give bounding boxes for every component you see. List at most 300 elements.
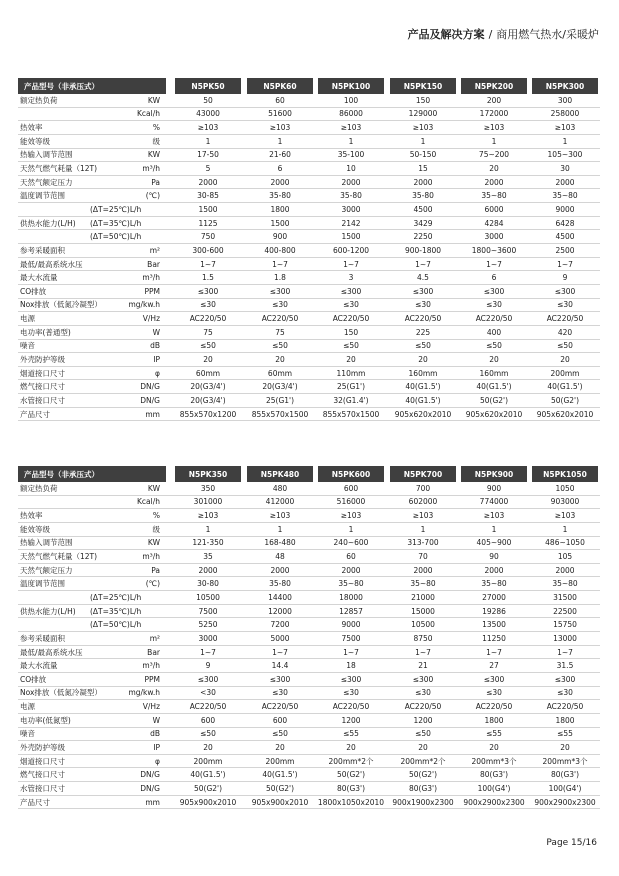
- row-label: 电功率(普通型): [20, 327, 71, 337]
- row-label: Nox排放（低氮冷凝型）: [20, 688, 102, 698]
- value-cell: 9: [205, 661, 211, 671]
- header-label: 产品型号（非承压式）: [18, 466, 166, 482]
- value-cell: 4284: [484, 218, 504, 228]
- value-cell: 200: [486, 95, 502, 105]
- table-row: [18, 700, 600, 714]
- value-cell: AC220/50: [546, 314, 584, 324]
- row-sublabel: (ΔT=35℃)L/h: [90, 218, 142, 228]
- value-cell: ≤50: [200, 729, 216, 739]
- value-cell: 50(G2'): [265, 783, 295, 793]
- row-unit: KW: [147, 95, 160, 105]
- value-cell: ≤30: [486, 300, 502, 310]
- table-row: [18, 509, 600, 523]
- row-unit: W: [152, 715, 160, 725]
- value-cell: ≥103: [412, 511, 434, 521]
- row-label: 温度调节范围: [20, 191, 65, 201]
- value-cell: 30-85: [197, 191, 219, 201]
- value-cell: 1~7: [272, 259, 288, 269]
- value-cell: AC220/50: [261, 314, 299, 324]
- row-unit: Bar: [147, 647, 160, 657]
- value-cell: 1800x1050x2010: [317, 797, 385, 807]
- row-label: 参考采暖面积: [20, 245, 65, 255]
- row-unit: KW: [147, 483, 160, 493]
- value-cell: 1200: [341, 715, 361, 725]
- row-unit: %: [152, 123, 160, 133]
- value-cell: 20(G3/4'): [190, 382, 226, 392]
- value-cell: 900: [272, 232, 288, 242]
- value-cell: ≤50: [200, 341, 216, 351]
- value-cell: 35~80: [552, 579, 578, 589]
- value-cell: 1~7: [415, 259, 431, 269]
- value-cell: 11250: [482, 633, 506, 643]
- value-cell: 200mm*3个: [542, 756, 588, 766]
- value-cell: 40(G1.5'): [476, 382, 512, 392]
- table-row: [18, 312, 600, 326]
- value-cell: 9000: [341, 620, 361, 630]
- value-cell: 2000: [484, 177, 504, 187]
- value-cell: 300: [557, 95, 573, 105]
- value-cell: 300-600: [192, 245, 224, 255]
- table-row: [18, 162, 600, 176]
- value-cell: ≥103: [340, 511, 362, 521]
- value-cell: ≤55: [486, 729, 502, 739]
- table-row: [18, 714, 600, 728]
- value-cell: 35~80: [338, 579, 364, 589]
- table-row: [18, 244, 600, 258]
- value-cell: 3429: [413, 218, 433, 228]
- value-cell: 1500: [341, 232, 361, 242]
- value-cell: ≥103: [340, 123, 362, 133]
- table-row: [18, 537, 600, 551]
- row-unit: m³/h: [142, 164, 160, 174]
- row-unit: (℃): [145, 579, 160, 589]
- value-cell: 20: [489, 742, 499, 752]
- header-title: 产品及解决方案: [407, 28, 485, 41]
- value-cell: 105~300: [547, 150, 583, 160]
- value-cell: AC220/50: [332, 314, 370, 324]
- table-row: [18, 121, 600, 135]
- value-cell: 903000: [550, 497, 580, 507]
- value-cell: 774000: [479, 497, 509, 507]
- value-cell: ≤300: [554, 286, 576, 296]
- table-row: [18, 768, 600, 782]
- value-cell: 20: [346, 354, 356, 364]
- value-cell: 80(G3'): [408, 783, 438, 793]
- table-row: [18, 482, 600, 496]
- value-cell: ≤50: [486, 341, 502, 351]
- row-label: 热输入调节范围: [20, 538, 73, 548]
- row-label: 噪音: [20, 729, 35, 739]
- value-cell: ≤50: [272, 341, 288, 351]
- value-cell: AC220/50: [261, 702, 299, 712]
- value-cell: 2000: [270, 565, 290, 575]
- table-row: [18, 564, 600, 578]
- value-cell: 40(G1.5'): [262, 770, 298, 780]
- value-cell: ≤55: [343, 729, 359, 739]
- value-cell: ≤50: [272, 729, 288, 739]
- row-label: 热效率: [20, 123, 43, 133]
- row-unit: 级: [152, 524, 160, 534]
- row-unit: dB: [150, 341, 160, 351]
- value-cell: 516000: [336, 497, 366, 507]
- row-unit: DN/G: [140, 770, 160, 780]
- table-row: [18, 394, 600, 408]
- value-cell: 301000: [193, 497, 223, 507]
- value-cell: 1: [348, 524, 354, 534]
- row-label: 电功率(低氮型): [20, 715, 71, 725]
- row-unit: IP: [153, 354, 160, 364]
- value-cell: 35~80: [410, 579, 436, 589]
- row-unit: mm: [145, 409, 160, 419]
- value-cell: 27: [489, 661, 499, 671]
- row-label: Nox排放（低氮冷凝型）: [20, 300, 102, 310]
- value-cell: 600: [200, 715, 216, 725]
- value-cell: 200mm*2个: [328, 756, 374, 766]
- row-label: 温度调节范围: [20, 579, 65, 589]
- row-unit: m²: [149, 633, 160, 643]
- value-cell: 20: [203, 354, 213, 364]
- value-cell: 15: [418, 164, 428, 174]
- row-unit: φ: [155, 756, 160, 766]
- value-cell: 412000: [265, 497, 295, 507]
- value-cell: 2000: [555, 565, 575, 575]
- table-header-row: [18, 78, 600, 94]
- row-label: 产品尺寸: [20, 797, 50, 807]
- value-cell: 40(G1.5'): [405, 395, 441, 405]
- row-unit: IP: [153, 742, 160, 752]
- table-row: [18, 203, 600, 217]
- row-unit: V/Hz: [142, 702, 160, 712]
- value-cell: ≤300: [412, 286, 434, 296]
- value-cell: 7500: [341, 633, 361, 643]
- value-cell: ≤30: [557, 688, 573, 698]
- value-cell: 7500: [198, 606, 218, 616]
- value-cell: 1.5: [202, 273, 214, 283]
- row-sublabel: (ΔT=50℃)L/h: [90, 620, 142, 630]
- value-cell: 35-80: [412, 191, 434, 201]
- value-cell: ≤300: [483, 286, 505, 296]
- value-cell: 1~7: [486, 647, 502, 657]
- value-cell: 14.4: [271, 661, 289, 671]
- value-cell: 60: [346, 552, 356, 562]
- table-row: [18, 577, 600, 591]
- value-cell: 31500: [553, 592, 577, 602]
- value-cell: ≤30: [557, 300, 573, 310]
- value-cell: 20: [418, 354, 428, 364]
- row-unit: (℃): [145, 191, 160, 201]
- value-cell: ≥103: [554, 511, 576, 521]
- model-header: N5PK60: [247, 78, 313, 94]
- value-cell: 1~7: [200, 259, 216, 269]
- value-cell: 905x620x2010: [536, 409, 594, 419]
- model-header: N5PK700: [390, 466, 456, 482]
- value-cell: 1~7: [343, 647, 359, 657]
- value-cell: 258000: [550, 109, 580, 119]
- value-cell: 75: [203, 327, 213, 337]
- value-cell: 1~7: [272, 647, 288, 657]
- value-cell: 129000: [408, 109, 438, 119]
- value-cell: 1~7: [557, 259, 573, 269]
- value-cell: 13000: [553, 633, 577, 643]
- row-label: 燃气接口尺寸: [20, 770, 65, 780]
- header-separator: /: [488, 28, 493, 41]
- value-cell: 9: [562, 273, 568, 283]
- value-cell: 86000: [339, 109, 363, 119]
- value-cell: 50(G2'): [479, 395, 509, 405]
- value-cell: 5: [205, 164, 211, 174]
- value-cell: AC220/50: [475, 314, 513, 324]
- value-cell: 35~80: [481, 579, 507, 589]
- value-cell: ≤50: [343, 341, 359, 351]
- value-cell: 2000: [198, 177, 218, 187]
- table-row: [18, 217, 600, 231]
- table-row: [18, 496, 600, 510]
- row-unit: KW: [147, 538, 160, 548]
- value-cell: ≥103: [412, 123, 434, 133]
- value-cell: 2000: [484, 565, 504, 575]
- row-unit: mg/kw.h: [128, 300, 160, 310]
- table-row: [18, 782, 600, 796]
- value-cell: 200mm: [193, 756, 223, 766]
- value-cell: 12857: [339, 606, 363, 616]
- row-label: 参考采暖面积: [20, 633, 65, 643]
- value-cell: AC220/50: [404, 702, 442, 712]
- value-cell: 600-1200: [332, 245, 370, 255]
- value-cell: 160mm: [408, 368, 438, 378]
- value-cell: 1: [205, 136, 211, 146]
- value-cell: 17-50: [197, 150, 219, 160]
- value-cell: 2000: [270, 177, 290, 187]
- table-row: [18, 591, 600, 605]
- value-cell: 486~1050: [545, 538, 585, 548]
- value-cell: 70: [418, 552, 428, 562]
- value-cell: ≤300: [269, 674, 291, 684]
- value-cell: 200mm: [550, 368, 580, 378]
- value-cell: 25(G1'): [265, 395, 295, 405]
- value-cell: 40(G1.5'): [190, 770, 226, 780]
- header-subtitle: 商用燃气热水/采暖炉: [496, 28, 599, 41]
- value-cell: 900: [486, 483, 502, 493]
- value-cell: 31.5: [556, 661, 574, 671]
- model-header: N5PK150: [390, 78, 456, 94]
- value-cell: AC220/50: [189, 314, 227, 324]
- value-cell: AC220/50: [475, 702, 513, 712]
- value-cell: ≥103: [197, 123, 219, 133]
- table-row: [18, 673, 600, 687]
- value-cell: 700: [415, 483, 431, 493]
- value-cell: 21: [418, 661, 428, 671]
- value-cell: ≥103: [554, 123, 576, 133]
- value-cell: 2000: [198, 565, 218, 575]
- value-cell: 12000: [268, 606, 292, 616]
- value-cell: 905x620x2010: [465, 409, 523, 419]
- value-cell: 100(G4'): [477, 783, 511, 793]
- value-cell: 150: [343, 327, 359, 337]
- value-cell: 4500: [413, 204, 433, 214]
- row-label: 能效等级: [20, 524, 50, 534]
- table-row: [18, 741, 600, 755]
- value-cell: 15000: [411, 606, 435, 616]
- model-header: N5PK480: [247, 466, 313, 482]
- value-cell: 172000: [479, 109, 509, 119]
- page-header: [408, 26, 599, 42]
- value-cell: 313-700: [407, 538, 439, 548]
- value-cell: 4.5: [417, 273, 429, 283]
- value-cell: 3000: [341, 204, 361, 214]
- model-header: N5PK300: [532, 78, 598, 94]
- table-row: [18, 408, 600, 422]
- value-cell: ≤30: [200, 300, 216, 310]
- value-cell: 40(G1.5'): [547, 382, 583, 392]
- value-cell: 1: [277, 524, 283, 534]
- spec-table-1: [18, 78, 600, 421]
- row-unit: Pa: [151, 565, 160, 575]
- row-label: CO排放: [20, 286, 47, 296]
- table-row: [18, 149, 600, 163]
- value-cell: ≤30: [415, 300, 431, 310]
- value-cell: 100: [343, 95, 359, 105]
- value-cell: 10: [346, 164, 356, 174]
- value-cell: 855x570x1500: [251, 409, 309, 419]
- row-unit: Pa: [151, 177, 160, 187]
- value-cell: 80(G3'): [336, 783, 366, 793]
- row-label: 电源: [20, 702, 35, 712]
- value-cell: 30-80: [197, 579, 219, 589]
- row-unit: Bar: [147, 259, 160, 269]
- value-cell: 50: [203, 95, 213, 105]
- table-header-row: [18, 466, 600, 482]
- value-cell: 50(G2'): [550, 395, 580, 405]
- value-cell: 3: [348, 273, 354, 283]
- value-cell: 18: [346, 661, 356, 671]
- value-cell: 27000: [482, 592, 506, 602]
- table-row: [18, 353, 600, 367]
- row-unit: DN/G: [140, 395, 160, 405]
- value-cell: ≥103: [197, 511, 219, 521]
- row-sublabel: (ΔT=25℃)L/h: [90, 204, 142, 214]
- value-cell: 14400: [268, 592, 292, 602]
- value-cell: ≤30: [343, 688, 359, 698]
- value-cell: AC220/50: [332, 702, 370, 712]
- row-label: 电源: [20, 314, 35, 324]
- value-cell: 50(G2'): [408, 770, 438, 780]
- value-cell: 75~200: [478, 150, 510, 160]
- row-unit: PPM: [144, 674, 160, 684]
- value-cell: 400: [486, 327, 502, 337]
- value-cell: 40(G1.5'): [405, 382, 441, 392]
- value-cell: AC220/50: [189, 702, 227, 712]
- value-cell: 2250: [413, 232, 433, 242]
- row-unit: PPM: [144, 286, 160, 296]
- value-cell: 20: [418, 742, 428, 752]
- row-label: 天然气额定压力: [20, 177, 73, 187]
- value-cell: 10500: [411, 620, 435, 630]
- row-label: 供热水能力(L/H): [20, 606, 76, 616]
- row-unit: m²: [149, 245, 160, 255]
- row-label: 燃气接口尺寸: [20, 382, 65, 392]
- value-cell: 1: [491, 136, 497, 146]
- value-cell: AC220/50: [404, 314, 442, 324]
- value-cell: ≤50: [415, 729, 431, 739]
- row-label: 外壳防护等级: [20, 354, 65, 364]
- row-sublabel: (ΔT=50℃)L/h: [90, 232, 142, 242]
- value-cell: 20: [275, 742, 285, 752]
- value-cell: 240~600: [333, 538, 369, 548]
- row-sublabel: (ΔT=35℃)L/h: [90, 606, 142, 616]
- value-cell: ≤30: [486, 688, 502, 698]
- value-cell: 20: [489, 164, 499, 174]
- value-cell: 4500: [555, 232, 575, 242]
- value-cell: 1125: [198, 218, 218, 228]
- table-row: [18, 258, 600, 272]
- model-header: N5PK600: [318, 466, 384, 482]
- row-label: 最低/最高系统水压: [20, 259, 83, 269]
- value-cell: 1~7: [415, 647, 431, 657]
- row-unit: W: [152, 327, 160, 337]
- value-cell: <30: [200, 688, 216, 698]
- table-row: [18, 135, 600, 149]
- value-cell: 48: [275, 552, 285, 562]
- value-cell: 60: [275, 95, 285, 105]
- value-cell: ≤30: [272, 300, 288, 310]
- value-cell: 1: [562, 524, 568, 534]
- value-cell: 1: [277, 136, 283, 146]
- value-cell: 20: [489, 354, 499, 364]
- value-cell: 30: [560, 164, 570, 174]
- value-cell: 855x570x1200: [179, 409, 237, 419]
- table-row: [18, 687, 600, 701]
- value-cell: 8750: [413, 633, 433, 643]
- value-cell: 168-480: [264, 538, 296, 548]
- value-cell: 43000: [196, 109, 220, 119]
- value-cell: ≥103: [483, 511, 505, 521]
- value-cell: ≤300: [554, 674, 576, 684]
- value-cell: 900x1900x2300: [392, 797, 454, 807]
- value-cell: 480: [272, 483, 288, 493]
- value-cell: 2500: [555, 245, 575, 255]
- value-cell: 5000: [270, 633, 290, 643]
- value-cell: 75: [275, 327, 285, 337]
- row-unit: KW: [147, 150, 160, 160]
- value-cell: 15750: [553, 620, 577, 630]
- row-unit: DN/G: [140, 382, 160, 392]
- value-cell: 905x900x2010: [179, 797, 237, 807]
- value-cell: 20: [203, 742, 213, 752]
- value-cell: 35~80: [481, 191, 507, 201]
- row-label: 产品尺寸: [20, 409, 50, 419]
- row-unit: %: [152, 511, 160, 521]
- value-cell: 900x2900x2300: [463, 797, 525, 807]
- value-cell: 13500: [482, 620, 506, 630]
- page-number: Page 15/16: [546, 838, 597, 848]
- value-cell: ≥103: [483, 123, 505, 133]
- value-cell: ≥103: [269, 123, 291, 133]
- table-row: [18, 326, 600, 340]
- row-label: 噪音: [20, 341, 35, 351]
- row-unit: 级: [152, 136, 160, 146]
- table-row: [18, 646, 600, 660]
- value-cell: 602000: [408, 497, 438, 507]
- value-cell: 200mm: [265, 756, 295, 766]
- value-cell: 50(G2'): [193, 783, 223, 793]
- row-label: 最大水流量: [20, 273, 58, 283]
- row-unit: m³/h: [142, 273, 160, 283]
- row-label: 热效率: [20, 511, 43, 521]
- row-unit: Kcal/h: [136, 109, 160, 119]
- value-cell: 750: [200, 232, 216, 242]
- value-cell: 51600: [268, 109, 292, 119]
- value-cell: 50(G2'): [336, 770, 366, 780]
